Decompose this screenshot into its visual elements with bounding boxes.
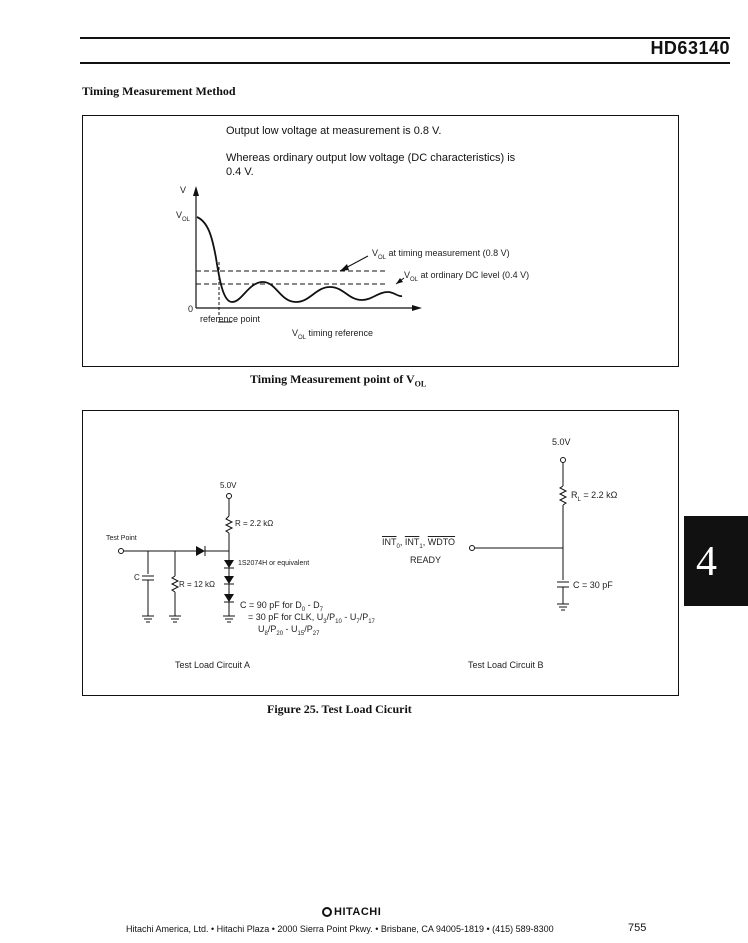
hitachi-logo-icon: [322, 907, 332, 917]
axis-vol-label: $V_{OL}$: [176, 210, 191, 223]
a-r1-label: R = 2.2 kΩ: [235, 519, 274, 528]
a-diode-2: [224, 576, 234, 584]
a-diode-1: [224, 560, 234, 568]
a-diode-horizontal: [196, 546, 205, 556]
a-supply-terminal: [227, 494, 232, 499]
b-resistor-rl: [560, 486, 566, 505]
b-supply-label: 5.0V: [552, 437, 571, 447]
a-resistor-r1: [226, 516, 232, 533]
hitachi-logo: HITACHI: [322, 906, 381, 918]
a-test-point-terminal: [119, 549, 124, 554]
timing-figure-caption: Timing Measurement point of $V_{OL}$: [250, 372, 427, 389]
circuit-a-title: Test Load Circuit A: [175, 660, 251, 670]
b-supply-terminal: [561, 458, 566, 463]
b-signals-label: $\overline{INT}_0$, $\overline{INT}_1$, WDTO: [382, 537, 456, 550]
a-c-line2: = 30 pF for CLK, $U_3/P_{10} - U_7/P_{17}$: [248, 612, 375, 625]
a-diode-3: [224, 594, 234, 602]
a-c-label: C: [134, 573, 140, 582]
b-signal-terminal: [470, 546, 475, 551]
a-ground-cap: [142, 616, 154, 622]
a-resistor-r2: [172, 576, 178, 592]
note-ordinary-voltage: Whereas ordinary output low voltage (DC characteristics) is 0.4 V.: [226, 152, 516, 178]
timing-reference-label: $V_{OL}$ timing reference: [292, 328, 374, 341]
label-0-8v: $V_{OL}$ at timing measurement (0.8 V): [372, 248, 510, 261]
test-load-figure-caption: Figure 25. Test Load Cicurit: [267, 702, 412, 716]
reference-point-label: reference point: [200, 314, 261, 324]
axis-v-label: V: [180, 185, 187, 195]
chapter-number: 4: [696, 539, 717, 585]
part-number: HD63140: [650, 38, 730, 58]
a-ground-r2: [169, 616, 181, 622]
a-diode-label: 1S2074H or equivalent: [238, 560, 310, 567]
section-title: Timing Measurement Method: [82, 84, 236, 98]
b-ground: [557, 604, 569, 610]
a-r2-label: R = 12 kΩ: [179, 580, 215, 589]
page-number: 755: [628, 922, 647, 934]
circuit-b-title: Test Load Circuit B: [468, 660, 544, 670]
footer-address: Hitachi America, Ltd. • Hitachi Plaza • 2000 Sierra Point Pkwy. • Brisbane, CA 94005-1819 • (415) 589-8300: [126, 924, 554, 934]
b-c-label: C = 30 pF: [573, 580, 613, 590]
a-ground-diodes: [223, 616, 235, 622]
b-ready-label: READY: [410, 555, 442, 565]
a-c-line1: C = 90 pF for $D_0 - D_7$: [240, 600, 323, 613]
a-c-line3: $U_8/P_{20} - U_{15}/P_{27}$: [258, 624, 320, 637]
note-measurement-voltage: Output low voltage at measurement is 0.8 V.: [226, 125, 442, 137]
chapter-tab: [684, 516, 748, 606]
a-supply-label: 5.0V: [220, 481, 237, 490]
b-rl-label: $R_L = 2.2$ kΩ: [571, 490, 618, 503]
label-0-4v: $V_{OL}$ at ordinary DC level (0.4 V): [404, 270, 530, 283]
axis-zero-label: 0: [188, 304, 194, 314]
a-test-point-label: Test Point: [106, 535, 137, 542]
